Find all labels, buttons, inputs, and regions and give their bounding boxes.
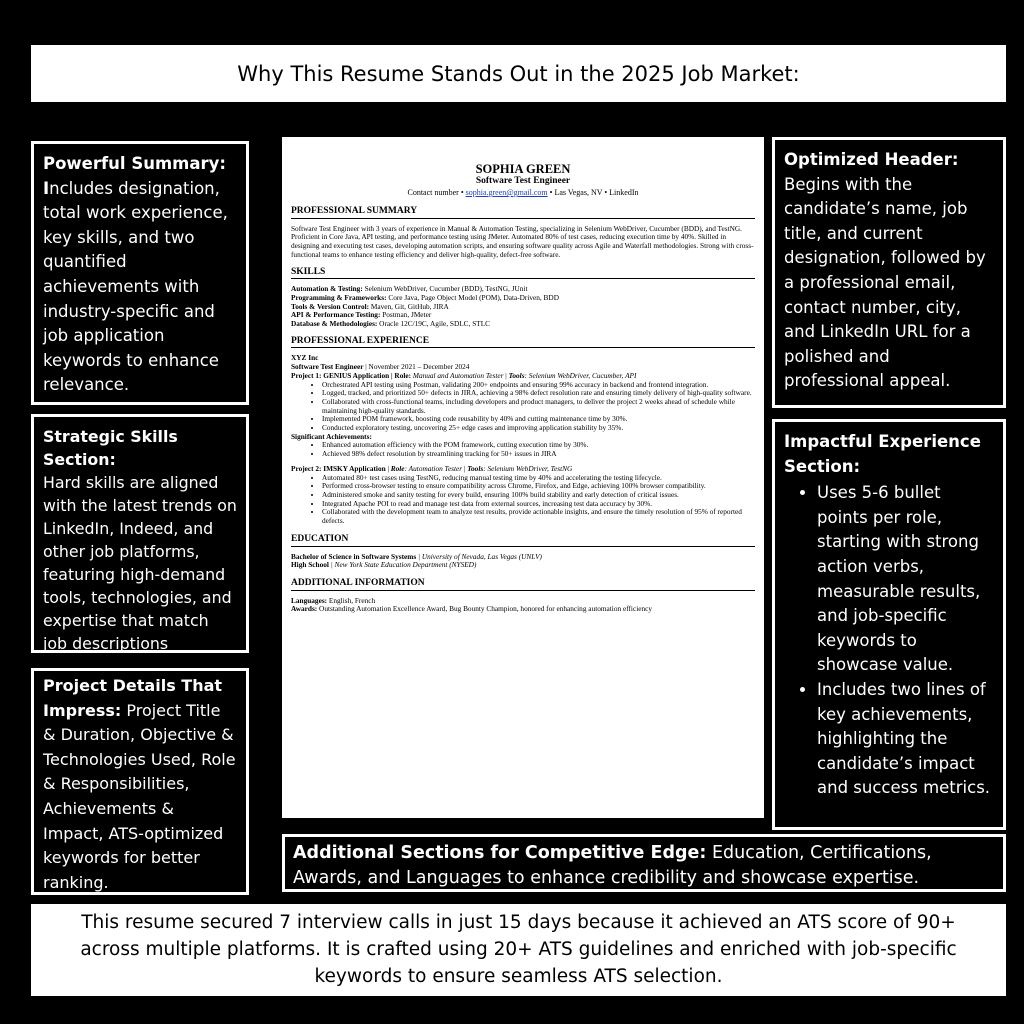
languages-label: Languages: [291, 595, 328, 605]
callout-text: Hard skills are aligned with the latest trends on LinkedIn, Indeed, and other job platforms, featuring high-demand tools, technologies, and expertise that match job descriptions [43, 473, 237, 653]
skill-value: Selenium WebDriver, Cucumber (BDD), TestNG, JUnit [362, 284, 528, 294]
project2-bullets [291, 474, 755, 526]
callout-text: Begins with the candidate’s name, job title, and current designation, followed by a professional email, contact number, city, and LinkedIn URL for a polished and professional appeal. [784, 174, 986, 391]
email-link[interactable]: sophia.green@gmail.com [465, 188, 548, 197]
skill-label: Tools & Version Control: [291, 301, 370, 311]
footer-banner [31, 904, 1006, 996]
education-line [291, 561, 755, 570]
list-item: • Uses 5-6 bullet points per role, starting with strong action verbs, measurable results, and job-specific keywords to showcase value. [817, 481, 994, 678]
job-title: Software Test Engineer [291, 362, 364, 372]
callout-text: Project Title & Duration, Objective & Technologies Used, Role & Responsibilities, Achievements & Impact, ATS-optimized keywords for better ranking. [43, 700, 236, 892]
section-heading-summary: PROFESSIONAL SUMMARY [291, 207, 755, 219]
list-item: • Automated 80+ test cases using TestNG, reducing manual testing time by 40% and accelerating the testing lifecycle. [322, 474, 755, 483]
callout-optimized-header [772, 137, 1006, 408]
list-item: • Collaborated with the development team to analyze test results, provide actionable insights, and ensure the timely resolution of 95% of reported defects. [322, 508, 755, 525]
education-degree: Bachelor of Science in Software Systems [291, 551, 417, 561]
list-item: • Logged, tracked, and prioritized 50+ defects in JIRA, achieving a 98% defect resolution rate and ensuring timely delivery of high-quality software. [322, 389, 755, 398]
project2-tools: : Selenium WebDriver, TestNG [483, 463, 573, 473]
education-school: | New York State Education Department (NYSED) [328, 560, 477, 570]
project1-label: Project 1: GENIUS Application | Role: [291, 370, 412, 380]
contact-prefix: Contact number • [407, 188, 464, 197]
list-item: • Collaborated with cross-functional teams, including developers and product managers, to deliver the project 2 weeks ahead of schedule while maintaining high-quality standards. [322, 398, 755, 415]
skill-value: Core Java, Page Object Model (POM), Data-Driven, BDD [386, 292, 559, 302]
list-item: • Includes two lines of key achievements, highlighting the candidate’s impact and success metrics. [817, 678, 994, 801]
footer-text: This resume secured 7 interview calls in just 15 days because it achieved an ATS score of 90+ across multiple platforms. It is crafted using 20+ ATS guidelines and enriched with job-specific keywords to ensure seamless ATS selection. [80, 912, 957, 987]
callout-powerful-summary [31, 141, 249, 405]
education-degree: High School [291, 560, 329, 570]
project1-tools-label: Tools [508, 370, 525, 380]
resume-contact [291, 187, 755, 198]
list-item: • Orchestrated API testing using Postman, validating 200+ endpoints and ensuring 99% accuracy in backend and frontend integration. [322, 381, 755, 390]
callout-text: ncludes designation, total work experience, key skills, and two quantified achievements with industry-specific and job application keywords to enhance relevance. [43, 178, 228, 395]
callout-impactful-experience [772, 419, 1006, 830]
contact-suffix: • Las Vegas, NV • LinkedIn [549, 188, 639, 197]
project1-tools: : Selenium WebDriver, Cucumber, API [524, 370, 637, 380]
awards-label: Awards: [291, 604, 318, 614]
resume-document [282, 137, 764, 818]
section-heading-skills: SKILLS [291, 268, 755, 280]
skill-label: Database & Methodologies: [291, 319, 378, 329]
project2-role: : Automation Tester [404, 463, 463, 473]
project2-label: Project 2: IMSKY Application [291, 463, 386, 473]
list-item: • Integrated Apache POI to read and manage test data from external sources, increasing test data accuracy by 30%. [322, 500, 755, 509]
callout-heading: Powerful Summary: [43, 154, 226, 173]
summary-paragraph: Software Test Engineer with 3 years of experience in Manual & Automation Testing, specializing in Selenium WebDriver, Cucumber (BDD), and TestNG. Proficient in Core Java, API testing, and performance testing using JMeter. Automated 80% of test cases, reducing execution time by 40%. Skilled in designing and executing test cases, developing automation scripts, and ensuring software quality across Agile and Waterfall methodologies. Strong with cross-functional teams to enhance testing efficiency and deliver high-quality, defect-free software. [291, 223, 754, 259]
callout-heading: Strategic Skills Section: [43, 427, 178, 469]
callout-heading: Additional Sections for Competitive Edge: [293, 843, 707, 863]
list-item: • Performed cross-browser testing to ensure compatibility across Chrome, Firefox, and Edge, achieving 100% browser compatibility. [322, 482, 755, 491]
skill-value: Oracle 12C/19C, Agile, SDLC, STLC [377, 319, 491, 329]
project2-role-label: Role [390, 463, 405, 473]
callout-project-details [31, 668, 249, 895]
separator: | [385, 463, 391, 473]
project1-bullets [291, 381, 755, 433]
separator: | [503, 370, 509, 380]
achievements-bullets [291, 441, 755, 458]
skill-value: Postman, JMeter [380, 310, 432, 320]
separator: | [462, 463, 468, 473]
list-item: • Conducted exploratory testing, uncovering 25+ edge cases and improving application stability by 35%. [322, 424, 755, 433]
list-item: • Administered smoke and sanity testing for every build, ensuring 100% build stability and early detection of critical issues. [322, 491, 755, 500]
skill-line [291, 320, 755, 329]
list-item: • Achieved 98% defect resolution by streamlining tracking for 50+ issues in JIRA [322, 450, 755, 459]
company-label: XYZ Inc [291, 353, 319, 363]
skill-label: Programming & Frameworks: [291, 292, 387, 302]
page-title-text: Why This Resume Stands Out in the 2025 Job Market: [237, 61, 800, 86]
languages-value: English, French [327, 595, 376, 605]
section-heading-additional: ADDITIONAL INFORMATION [291, 579, 755, 591]
awards-value: Outstanding Automation Excellence Award, Bug Bounty Champion, honored for enhancing automation efficiency [317, 604, 652, 614]
skill-label: Automation & Testing: [291, 284, 363, 294]
section-heading-experience: PROFESSIONAL EXPERIENCE [291, 337, 755, 349]
callout-first-letter: I [43, 178, 50, 198]
skills-list [291, 285, 755, 329]
callout-heading: Project Details That Impress: [43, 676, 223, 720]
list-item: • Implemented POM framework, boosting code reusability by 40% and cutting maintenance time by 30%. [322, 415, 755, 424]
job-dates: | November 2021 – December 2024 [363, 362, 470, 372]
callout-strategic-skills [31, 414, 249, 653]
section-heading-education: EDUCATION [291, 535, 755, 547]
achievements-heading: Significant Achievements: [291, 431, 372, 441]
project2-tools-label: Tools [467, 463, 484, 473]
resume-name: SOPHIA GREEN [475, 162, 571, 176]
page-title [31, 45, 1006, 102]
education-school: | University of Nevada, Las Vegas (UNLV) [416, 551, 542, 561]
callout-heading: Impactful Experience Section: [784, 432, 981, 476]
callout-heading: Optimized Header: [784, 150, 959, 169]
skill-label: API & Performance Testing: [291, 310, 381, 320]
callout-bullets [784, 481, 994, 801]
awards-line [291, 605, 755, 614]
callout-text: Education, Certifications, Awards, and Languages to enhance credibility and showcase expertise. [293, 843, 932, 888]
list-item: • Enhanced automation efficiency with the POM framework, cutting execution time by 30%. [322, 441, 755, 450]
resume-role: Software Test Engineer [475, 176, 571, 186]
callout-additional-sections [282, 834, 1006, 892]
skill-value: Maven, Git, GitHub, JIRA [369, 301, 449, 311]
project1-role: Manual and Automation Tester [411, 370, 504, 380]
